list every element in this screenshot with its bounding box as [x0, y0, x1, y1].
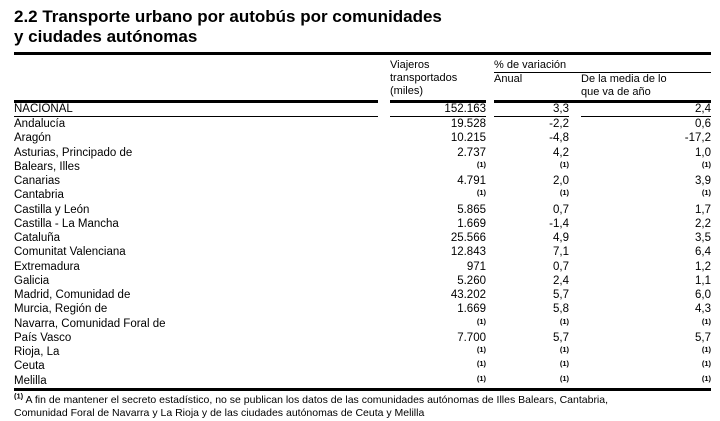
media-cell: [581, 160, 711, 174]
region-column-header-spacer: [14, 59, 378, 99]
footnote-ref: (1): [476, 373, 486, 383]
table-row: [14, 217, 711, 231]
anual-cell: 2,4: [553, 274, 569, 287]
anual-cell: [494, 374, 569, 388]
col-header-media-line2: que va de año: [581, 86, 651, 98]
footnote-ref: (1): [559, 159, 569, 169]
footnote-ref: (1): [476, 159, 486, 169]
media-cell: -17,2: [684, 132, 711, 145]
footnote-ref: (1): [476, 316, 486, 326]
table-row: [14, 302, 711, 316]
viajeros-cell: 25.566: [450, 232, 486, 244]
region-name-cell: Extremadura: [14, 260, 80, 273]
media-cell: 6,0: [695, 289, 711, 301]
viajeros-cell: [390, 374, 486, 388]
region-name-cell: NACIONAL: [14, 103, 378, 117]
media-cell: 2,4: [581, 103, 711, 117]
footnote-text2: Comunidad Foral de Navarra y La Rioja y de las ciudades autónomas de Ceuta y Melilla: [14, 406, 425, 419]
region-name-cell: Comunitat Valenciana: [14, 246, 126, 259]
anual-cell: [494, 160, 569, 174]
table-row: [14, 131, 711, 145]
footnote-ref: (1): [701, 188, 711, 198]
anual-cell: 7,1: [553, 246, 569, 259]
viajeros-cell: [390, 188, 486, 202]
anual-cell: 0,7: [553, 260, 569, 273]
footnote-ref: (1): [559, 359, 569, 369]
col-header-viajeros-line3: (miles): [390, 85, 423, 97]
viajeros-cell: 7.700: [457, 331, 486, 344]
anual-cell: 5,7: [553, 289, 569, 301]
table-row: [14, 160, 711, 174]
footnote: [14, 391, 711, 420]
table-row: [14, 274, 711, 288]
table-bottom-rule: [14, 388, 711, 391]
footnote-ref: (1): [701, 373, 711, 383]
viajeros-cell: [390, 345, 486, 359]
region-name-cell: Castilla y León: [14, 203, 90, 216]
region-name-cell: Murcia, Región de: [14, 303, 108, 316]
footnote-ref: (1): [476, 359, 486, 369]
viajeros-cell: 1.669: [457, 217, 486, 230]
anual-cell: 5,8: [553, 303, 569, 316]
table-row: [14, 260, 711, 274]
viajeros-cell: 2.737: [457, 146, 486, 159]
region-name-cell: Canarias: [14, 175, 61, 187]
table-row: [14, 374, 711, 388]
viajeros-cell: 5.260: [457, 274, 486, 287]
media-cell: [581, 345, 711, 359]
media-cell: 1,1: [695, 274, 711, 287]
media-cell: [581, 374, 711, 388]
anual-cell: 4,9: [553, 232, 569, 244]
media-cell: 1,2: [695, 260, 711, 273]
region-name-cell: Madrid, Comunidad de: [14, 289, 131, 301]
viajeros-cell: 152.163: [390, 103, 486, 117]
col-header-variacion-group: [494, 59, 711, 99]
anual-cell: -2,2: [549, 118, 569, 130]
table-row: [14, 331, 711, 345]
col-header-anual: Anual: [494, 73, 523, 85]
region-name-cell: Ceuta: [14, 360, 45, 373]
table-row: [14, 245, 711, 259]
footnote-ref: (1): [701, 316, 711, 326]
media-cell: [581, 359, 711, 373]
viajeros-cell: 19.528: [450, 118, 486, 130]
region-name-cell: Galicia: [14, 274, 50, 287]
viajeros-cell: [390, 160, 486, 174]
region-name-cell: Castilla - La Mancha: [14, 217, 119, 230]
footnote-ref: (1): [559, 345, 569, 354]
region-name-cell: Navarra, Comunidad Foral de: [14, 317, 166, 330]
anual-cell: 5,7: [553, 331, 569, 344]
region-name-cell: País Vasco: [14, 331, 72, 344]
viajeros-cell: 12.843: [450, 246, 486, 259]
footnote-ref: (1): [559, 188, 569, 198]
media-cell: 0,6: [695, 118, 711, 130]
region-name-cell: Aragón: [14, 132, 52, 145]
col-header-viajeros-line2: transportados: [390, 72, 458, 84]
table-row: [14, 345, 711, 359]
media-cell: 6,4: [695, 246, 711, 259]
table-row: [14, 317, 711, 331]
media-cell: 4,3: [695, 303, 711, 316]
col-header-viajeros-line1: Viajeros: [390, 59, 430, 71]
footnote-ref: (1): [559, 316, 569, 326]
viajeros-cell: [390, 317, 486, 331]
anual-cell: [494, 317, 569, 331]
anual-cell: 0,7: [553, 203, 569, 216]
region-name-cell: Cataluña: [14, 232, 61, 244]
footnote-line1: [14, 391, 711, 407]
anual-cell: [494, 345, 569, 359]
media-cell: 3,5: [695, 232, 711, 244]
page-title: [14, 7, 711, 47]
anual-cell: [494, 188, 569, 202]
anual-cell: -1,4: [549, 217, 569, 230]
media-cell: 1,7: [695, 203, 711, 216]
footnote-ref: (1): [476, 345, 486, 354]
table-row: [14, 359, 711, 373]
viajeros-cell: 43.202: [450, 289, 486, 301]
footnote-ref: (1): [701, 359, 711, 369]
table-row: [14, 117, 711, 131]
media-cell: [581, 188, 711, 202]
viajeros-cell: 5.865: [457, 203, 486, 216]
region-name-cell: Rioja, La: [14, 346, 60, 358]
footnote-text1: A fin de mantener el secreto estadístico, no se publican los datos de las comunidades autónomas de Illes Balears, Cantabria,: [25, 393, 609, 406]
region-name-cell: Balears, Illes: [14, 160, 80, 173]
viajeros-cell: 1.669: [457, 303, 486, 316]
anual-cell: -4,8: [549, 132, 569, 145]
region-name-cell: Andalucía: [14, 118, 66, 130]
anual-cell: 4,2: [553, 146, 569, 159]
table-row: [14, 188, 711, 202]
col-header-variacion: % de variación: [494, 59, 711, 73]
anual-cell: 3,3: [494, 103, 569, 117]
anual-cell: [494, 359, 569, 373]
viajeros-cell: 10.215: [450, 132, 486, 145]
col-header-viajeros: [390, 59, 486, 99]
footnote-ref: (1): [559, 373, 569, 383]
footnote-marker: (1): [14, 391, 24, 401]
col-header-media-line1: De la media de lo: [581, 73, 667, 85]
media-cell: [581, 317, 711, 331]
viajeros-cell: 971: [466, 260, 486, 273]
footnote-ref: (1): [701, 345, 711, 354]
media-cell: 3,9: [695, 175, 711, 187]
table-row: [14, 288, 711, 302]
region-name-cell: Melilla: [14, 374, 47, 387]
table-row: [14, 231, 711, 245]
anual-cell: 2,0: [553, 175, 569, 187]
media-cell: 5,7: [695, 331, 711, 344]
viajeros-cell: [390, 359, 486, 373]
table-row: [14, 103, 711, 117]
media-cell: 1,0: [695, 146, 711, 159]
footnote-ref: (1): [701, 159, 711, 169]
page-title-line1: 2.2 Transporte urbano por autobús por comunidades: [14, 7, 442, 26]
table-row: [14, 203, 711, 217]
table-row: [14, 146, 711, 160]
footnote-ref: (1): [476, 188, 486, 198]
col-header-media: [581, 73, 711, 99]
page-title-line2: y ciudades autónomas: [14, 27, 198, 46]
table-body: [14, 103, 711, 388]
region-name-cell: Asturias, Principado de: [14, 146, 133, 159]
table-header: [14, 55, 711, 99]
region-name-cell: Cantabria: [14, 189, 64, 202]
table-row: [14, 174, 711, 188]
viajeros-cell: 4.791: [457, 175, 486, 187]
media-cell: 2,2: [695, 217, 711, 230]
